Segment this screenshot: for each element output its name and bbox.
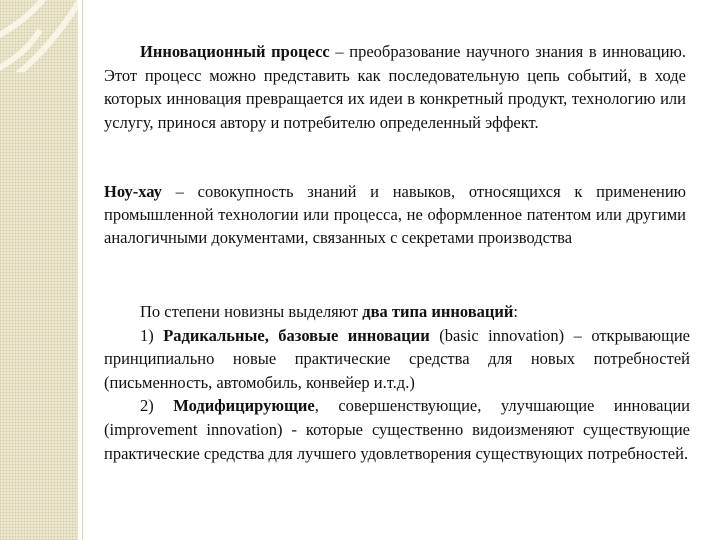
innovation-type-modifying: 2) Модифицирующие, совершенствующие, улучшающие инновации (improvement innovation) - которые существенно видоизменяют существующие практические средства для лучшего удовлетворения существующих потребностей. — [104, 396, 690, 463]
innovation-types-intro: По степени новизны выделяют два типа инноваций: — [140, 302, 518, 321]
innovation-process-paragraph — [104, 40, 686, 134]
term-innovation-process: Инновационный процесс — [140, 42, 330, 61]
innovation-process-definition: – преобразование научного знания в инновацию. Этот процесс можно представить как последовательную цепь событий, в ходе которых инновация превращается их идеи в конкретный продукт, технологию или услугу, принося автору и потребителю определенный эффект. — [104, 42, 686, 132]
sidebar-divider — [82, 0, 83, 540]
innovation-type-radical: 1) Радикальные, базовые инновации (basic innovation) – открывающие принципиально новые практические средства для новых потребностей (письменность, автомобиль, конвейер и.т.д.) — [104, 325, 690, 392]
knowhow-paragraph — [104, 180, 686, 250]
corner-ornament — [0, 0, 78, 72]
innovation-types-section — [104, 300, 690, 465]
knowhow-definition: – совокупность знаний и навыков, относящихся к применению промышленной технологии или процесса, не оформленное патентом или другими аналогичными документами, связанных с секретами производства — [104, 182, 686, 248]
term-knowhow: Ноу-хау — [104, 182, 162, 201]
decorative-sidebar — [0, 0, 78, 540]
